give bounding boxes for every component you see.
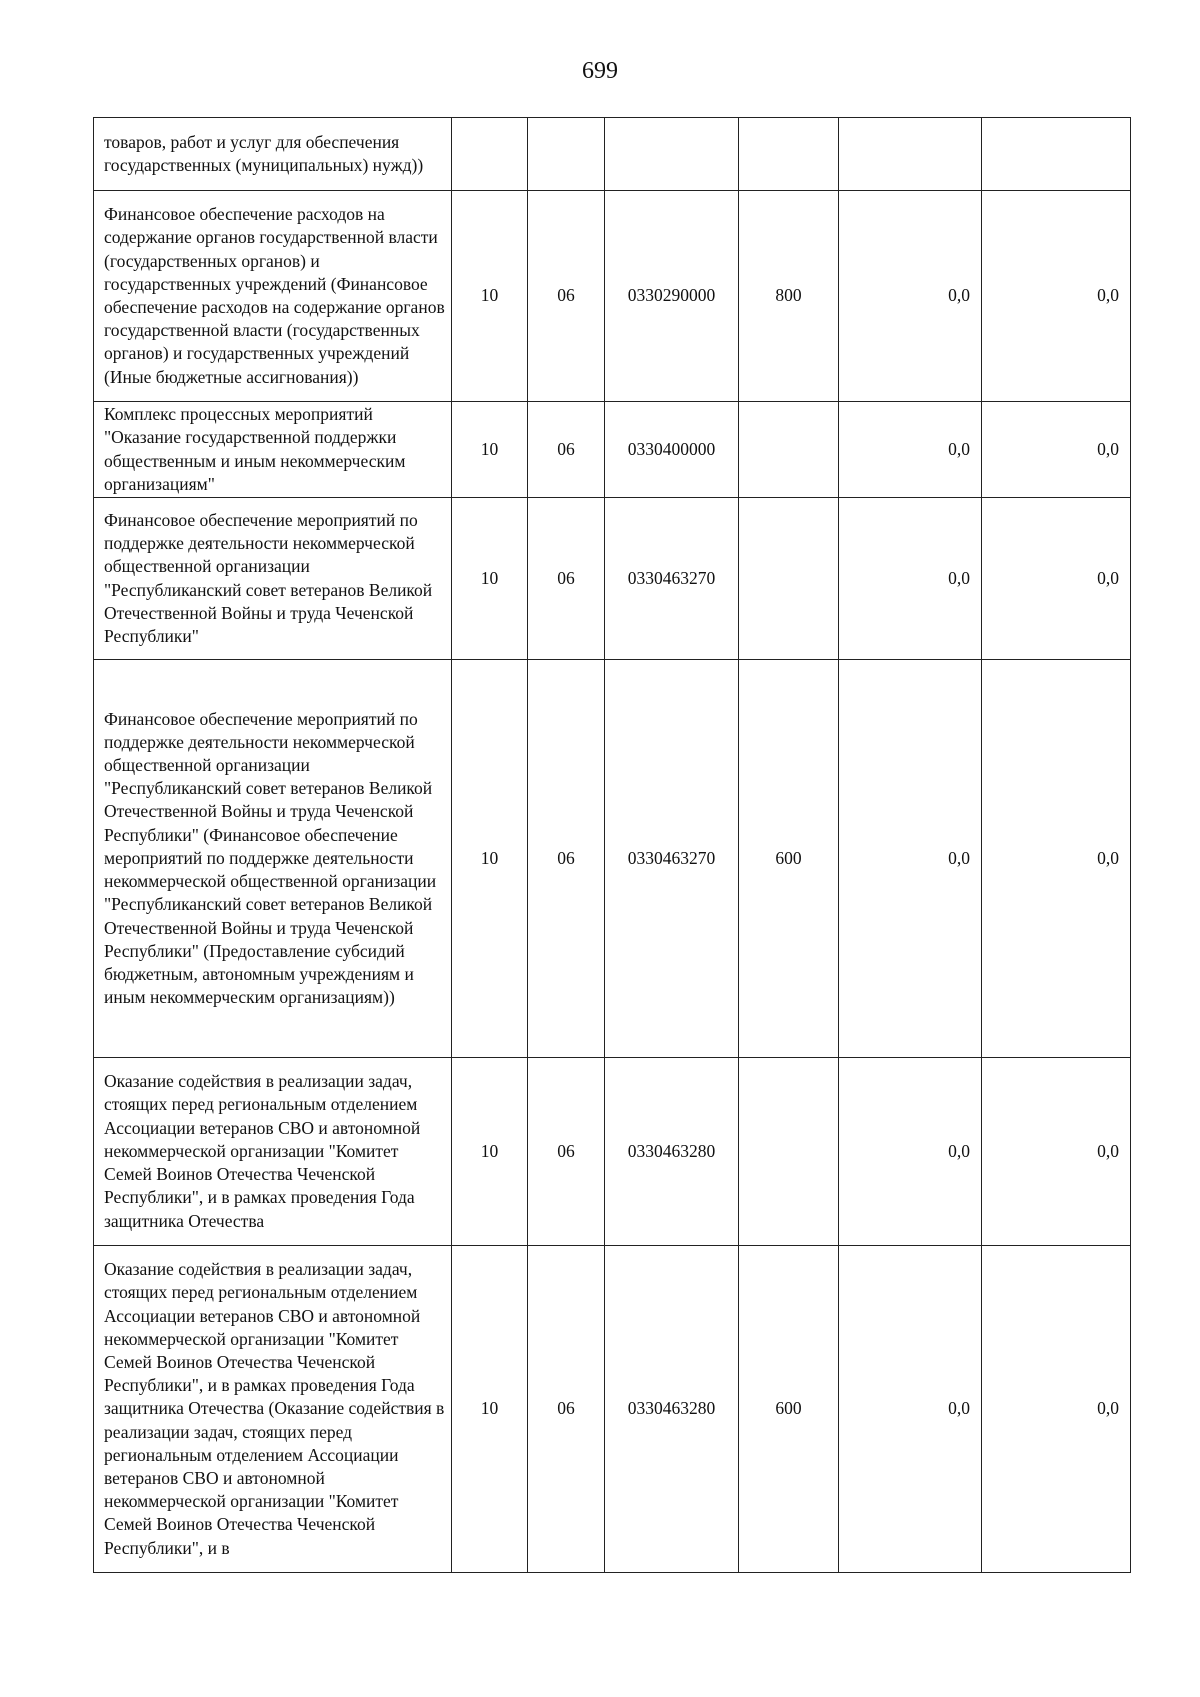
table-row <box>94 1246 1131 1573</box>
amount-2: 0,0 <box>982 402 1131 498</box>
subsection-code: 06 <box>528 191 605 402</box>
section-code: 10 <box>452 191 528 402</box>
table-row <box>94 191 1131 402</box>
section-code: 10 <box>452 1058 528 1246</box>
table-row <box>94 660 1131 1058</box>
amount-1: 0,0 <box>839 191 982 402</box>
row-name: Финансовое обеспечение мероприятий по поддержке деятельности некоммерческой общественной организации "Республиканский совет ветеранов Великой Отечественной Войны и труда Чеченской Республики" (Финансовое обеспечение мероприятий по поддержке деятельности некоммерческой общественной организации "Республиканский совет ветеранов Великой Отечественной Войны и труда Чеченской Республики" (Предоставление субсидий бюджетным, автономным учреждениям и иным некоммерческим организациям)) <box>94 660 452 1058</box>
row-name: Оказание содействия в реализации задач, стоящих перед региональным отделением Ассоциации ветеранов СВО и автономной некоммерческой организации "Комитет Семей Воинов Отечества Чеченской Республики", и в рамках проведения Года защитника Отечества <box>94 1058 452 1246</box>
target-article-code: 0330463270 <box>605 498 739 660</box>
subsection-code: 06 <box>528 660 605 1058</box>
amount-2 <box>982 118 1131 191</box>
amount-1 <box>839 118 982 191</box>
amount-2: 0,0 <box>982 498 1131 660</box>
table-row <box>94 498 1131 660</box>
row-name: Финансовое обеспечение расходов на содержание органов государственной власти (государственных органов) и государственных учреждений (Финансовое обеспечение расходов на содержание органов государственной власти (государственных органов) и государственных учреждений (Иные бюджетные ассигнования)) <box>94 191 452 402</box>
subsection-code: 06 <box>528 402 605 498</box>
table-row <box>94 402 1131 498</box>
target-article-code: 0330463280 <box>605 1058 739 1246</box>
subsection-code: 06 <box>528 1246 605 1573</box>
amount-1: 0,0 <box>839 498 982 660</box>
section-code: 10 <box>452 402 528 498</box>
subsection-code <box>528 118 605 191</box>
expense-type-code: 800 <box>739 191 839 402</box>
amount-1: 0,0 <box>839 1058 982 1246</box>
expense-type-code: 600 <box>739 1246 839 1573</box>
row-name: товаров, работ и услуг для обеспечения государственных (муниципальных) нужд)) <box>94 118 452 191</box>
section-code: 10 <box>452 1246 528 1573</box>
section-code: 10 <box>452 660 528 1058</box>
target-article-code: 0330290000 <box>605 191 739 402</box>
amount-1: 0,0 <box>839 660 982 1058</box>
amount-2: 0,0 <box>982 1058 1131 1246</box>
table-row <box>94 1058 1131 1246</box>
target-article-code: 0330463280 <box>605 1246 739 1573</box>
target-article-code <box>605 118 739 191</box>
expense-type-code <box>739 402 839 498</box>
page-number: 699 <box>582 58 618 84</box>
budget-table <box>93 117 1131 1573</box>
target-article-code: 0330463270 <box>605 660 739 1058</box>
row-name: Комплекс процессных мероприятий "Оказание государственной поддержки общественным и иным некоммерческим организациям" <box>94 402 452 498</box>
table-row <box>94 118 1131 191</box>
section-code: 10 <box>452 498 528 660</box>
amount-1: 0,0 <box>839 1246 982 1573</box>
expense-type-code <box>739 118 839 191</box>
expense-type-code <box>739 498 839 660</box>
row-name: Оказание содействия в реализации задач, стоящих перед региональным отделением Ассоциации ветеранов СВО и автономной некоммерческой организации "Комитет Семей Воинов Отечества Чеченской Республики", и в рамках проведения Года защитника Отечества (Оказание содействия в реализации задач, стоящих перед региональным отделением Ассоциации ветеранов СВО и автономной некоммерческой организации "Комитет Семей Воинов Отечества Чеченской Республики", и в <box>94 1246 452 1573</box>
subsection-code: 06 <box>528 498 605 660</box>
section-code <box>452 118 528 191</box>
amount-2: 0,0 <box>982 191 1131 402</box>
amount-2: 0,0 <box>982 660 1131 1058</box>
amount-1: 0,0 <box>839 402 982 498</box>
subsection-code: 06 <box>528 1058 605 1246</box>
amount-2: 0,0 <box>982 1246 1131 1573</box>
row-name: Финансовое обеспечение мероприятий по поддержке деятельности некоммерческой общественной организации "Республиканский совет ветеранов Великой Отечественной Войны и труда Чеченской Республики" <box>94 498 452 660</box>
target-article-code: 0330400000 <box>605 402 739 498</box>
expense-type-code: 600 <box>739 660 839 1058</box>
expense-type-code <box>739 1058 839 1246</box>
